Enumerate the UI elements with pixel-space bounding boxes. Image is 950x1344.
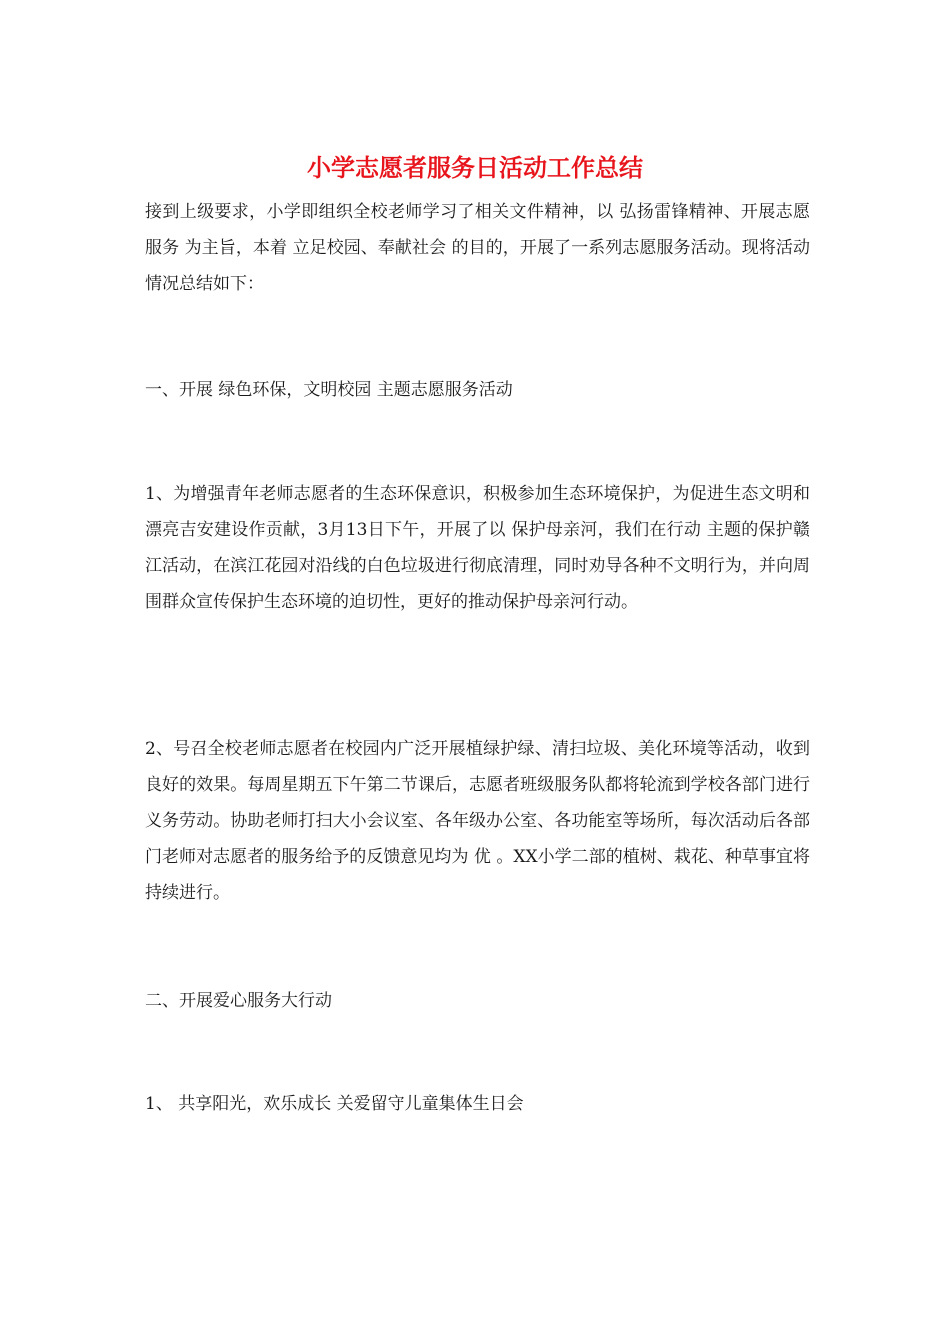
intro-paragraph: 接到上级要求，小学即组织全校老师学习了相关文件精神，以 弘扬雷锋精神、开展志愿服务 为主旨，本着 立足校园、奉献社会 的目的，开展了一系列志愿服务活动。现将活动情况总结如下： (145, 202, 810, 294)
section-2-item-1: 1、 共享阳光，欢乐成长 关爱留守儿童集体生日会 (145, 1094, 524, 1114)
section-1-item-2: 2、号召全校老师志愿者在校园内广泛开展植绿护绿、清扫垃圾、美化环境等活动，收到良好的效果。每周星期五下午第二节课后，志愿者班级服务队都将轮流到学校各部门进行义务劳动。协助老师打扫大小会议室、各年级办公室、各功能室等场所，每次活动后各部门老师对志愿者的服务给予的反馈意见均为 优 。XX小学二部的植树、栽花、种草事宜将持续进行。 (145, 739, 810, 903)
section-1-heading: 一、开展 绿色环保，文明校园 主题志愿服务活动 (145, 380, 513, 400)
section-1-item-1: 1、为增强青年老师志愿者的生态环保意识，积极参加生态环境保护，为促进生态文明和漂亮吉安建设作贡献，3月13日下午，开展了以 保护母亲河，我们在行动 主题的保护赣江活动，在滨江花园对沿线的白色垃圾进行彻底清理，同时劝导各种不文明行为，并向周围群众宣传保护生态环境的迫切性，更好的推动保护母亲河行动。 (145, 484, 810, 612)
document-title: 小学志愿者服务日活动工作总结 (307, 153, 643, 182)
section-2-heading: 二、开展爱心服务大行动 (145, 991, 332, 1011)
